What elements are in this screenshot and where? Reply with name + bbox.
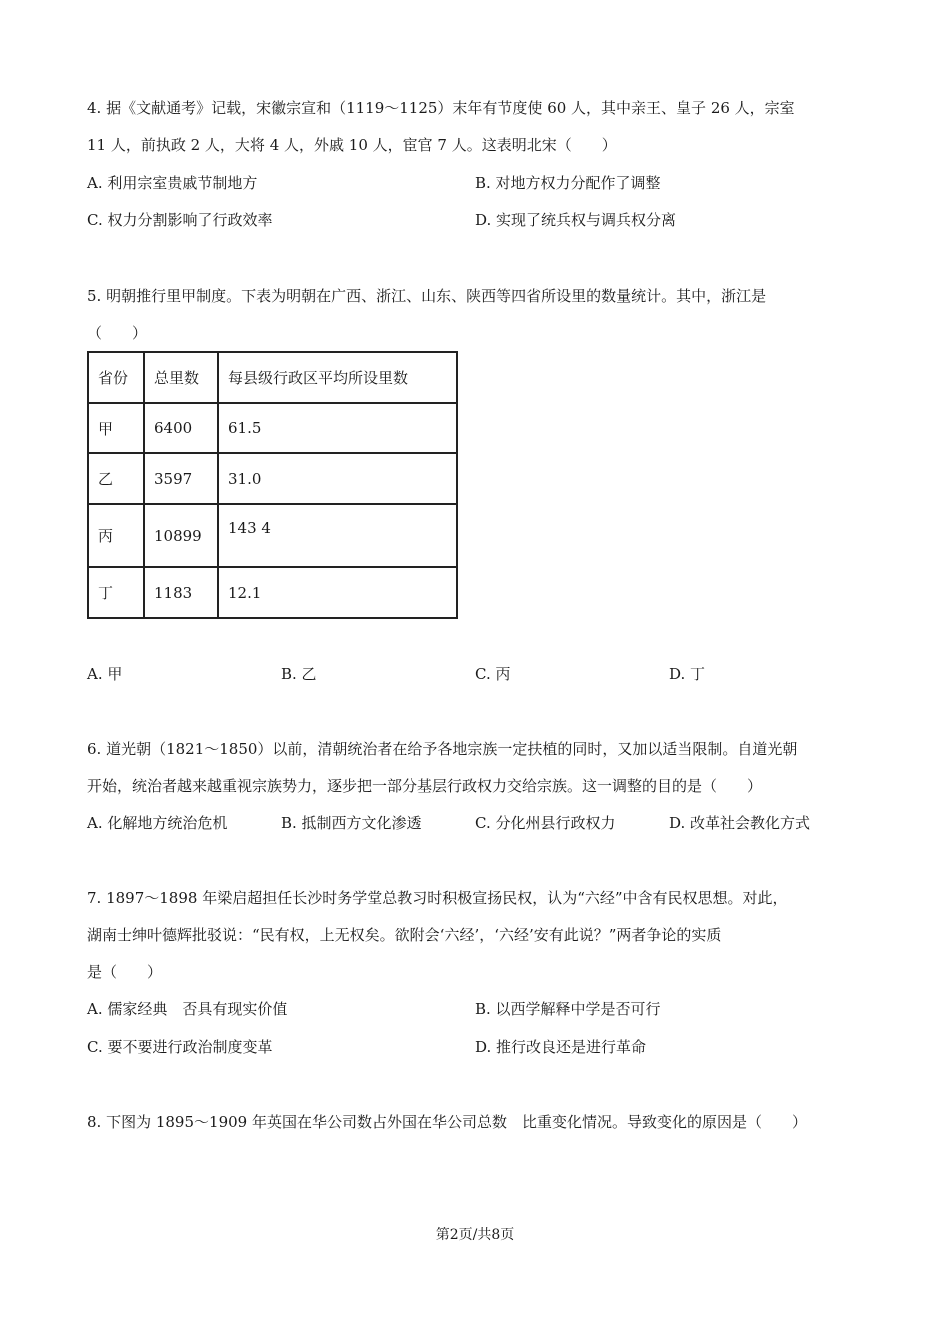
table-cell: 6400 (144, 403, 218, 453)
q4-option-b: B. 对地方权力分配作了调整 (475, 174, 661, 192)
table-row (88, 567, 457, 618)
q4-option-c: C. 权力分割影响了行政效率 (87, 211, 273, 229)
q5-option-b: B. 乙 (281, 665, 317, 683)
q7-option-d: D. 推行改良还是进行革命 (475, 1038, 647, 1056)
q6-option-b: B. 抵制西方文化渗透 (281, 814, 422, 832)
q6-option-c: C. 分化州县行政权力 (475, 814, 616, 832)
table-cell: 143 4 (218, 504, 457, 567)
q7-option-c: C. 要不要进行政治制度变革 (87, 1038, 273, 1056)
q7-option-b: B. 以西学解释中学是否可行 (475, 1000, 661, 1018)
q5-stem-line-1: 5. 明朝推行里甲制度。下表为明朝在广西、浙江、山东、陕西等四省所设里的数量统计。其中，浙江是 (87, 287, 767, 305)
q4-option-d: D. 实现了统兵权与调兵权分离 (475, 211, 677, 229)
q6-option-d: D. 改革社会教化方式 (669, 814, 811, 832)
table-header-total: 总里数 (144, 352, 218, 403)
table-cell: 乙 (88, 453, 144, 504)
table-cell: 10899 (144, 504, 218, 567)
page-footer: 第2页/共8页 (435, 1227, 515, 1243)
q4-stem-line-1: 4. 据《文献通考》记载，宋徽宗宣和（1119～1125）末年有节度使 60 人，其中亲王、皇子 26 人，宗室 (87, 99, 795, 117)
q6-stem-line-1: 6. 道光朝（1821～1850）以前，清朝统治者在给予各地宗族一定扶植的同时，又加以适当限制。自道光朝 (87, 740, 798, 758)
q5-option-a: A. 甲 (87, 665, 123, 683)
table-header-average: 每县级行政区平均所设里数 (218, 352, 457, 403)
q5-option-d: D. 丁 (669, 665, 706, 683)
q5-data-table (87, 351, 458, 619)
q6-stem-line-2: 开始，统治者越来越重视宗族势力，逐步把一部分基层行政权力交给宗族。这一调整的目的是（ ） (87, 777, 763, 795)
q4-option-a: A. 利用宗室贵戚节制地方 (87, 174, 258, 192)
table-cell: 丙 (88, 504, 144, 567)
table-cell: 3597 (144, 453, 218, 504)
q5-option-c: C. 丙 (475, 665, 511, 683)
table-row (88, 403, 457, 453)
table-cell: 12.1 (218, 567, 457, 618)
q5-stem-line-2: （ ） (87, 324, 148, 342)
table-header-province: 省份 (88, 352, 144, 403)
table-cell: 61.5 (218, 403, 457, 453)
q7-stem-line-3: 是（ ） (87, 963, 163, 981)
q7-stem-line-1: 7. 1897～1898 年梁启超担任长沙时务学堂总教习时积极宣扬民权，认为“六经”中含有民权思想。对此， (87, 889, 788, 907)
table-cell: 丁 (88, 567, 144, 618)
table-cell: 甲 (88, 403, 144, 453)
q4-stem-line-2: 11 人，前执政 2 人，大将 4 人，外戚 10 人，宦官 7 人。这表明北宋（ ） (87, 136, 617, 154)
table-cell: 1183 (144, 567, 218, 618)
table-cell: 31.0 (218, 453, 457, 504)
q8-stem-line-1: 8. 下图为 1895～1909 年英国在华公司数占外国在华公司总数 比重变化情况。导致变化的原因是（ ） (87, 1113, 807, 1131)
q7-option-a: A. 儒家经典 否具有现实价值 (87, 1000, 288, 1018)
q7-stem-line-2: 湖南士绅叶德辉批驳说：“民有权，上无权矣。欲附会‘六经’，‘六经’安有此说？”两者争论的实质 (87, 926, 722, 944)
table-row (88, 453, 457, 504)
table-row (88, 504, 457, 567)
table-header-row (88, 352, 457, 403)
q6-option-a: A. 化解地方统治危机 (87, 814, 228, 832)
